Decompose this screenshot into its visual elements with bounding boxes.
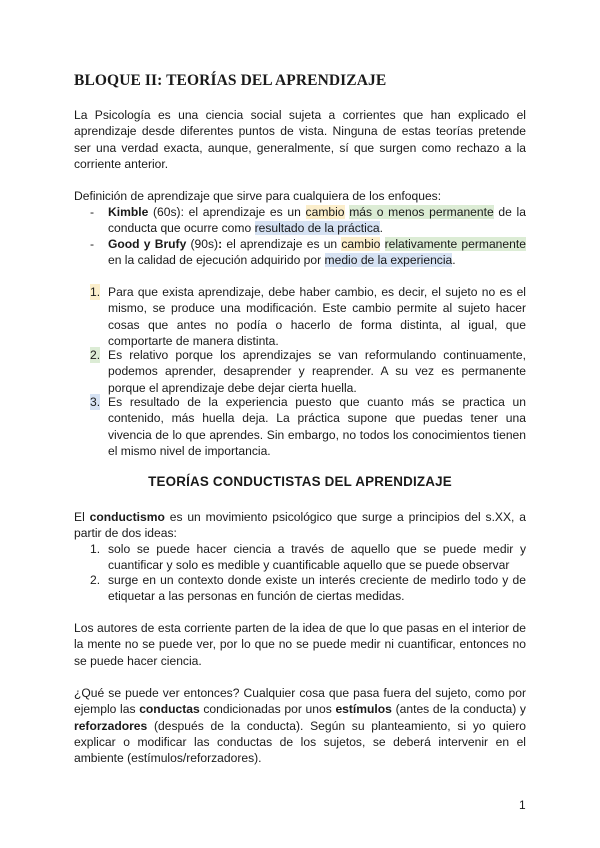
- point-text: Es relativo porque los aprendizajes se van reformulando continuamente, podemos aprender, desaprender y reaprender. A su vez es permanente porque el aprendizaje debe dejar cierta huella.: [108, 348, 526, 395]
- good-brufy-year: (90s): [190, 237, 219, 251]
- idea-text: solo se puede hacer ciencia a través de aquello que se puede medir y cuantificar y solo es medible y cuantificable aquello que se puede observar: [108, 542, 526, 573]
- question-part-3: (antes de la conducta) y: [395, 702, 526, 717]
- idea-number: 1.: [90, 542, 101, 556]
- section-title: TEORÍAS CONDUCTISTAS DEL APRENDIZAJE: [148, 474, 452, 489]
- conductismo-post: es un movimiento psicológico que surge a principios del s.XX, a partir de dos ideas:: [74, 510, 526, 541]
- question-paragraph: [74, 685, 526, 766]
- idea-text: surge en un contexto donde existe un interés creciente de medirlo todo y de etiquetar a las personas en función de ciertas medidas.: [108, 573, 526, 604]
- good-brufy-pre: el aprendizaje es un: [226, 237, 338, 251]
- highlight-permanent: más o menos permanente: [349, 205, 494, 219]
- conductismo-pre: El: [74, 510, 85, 524]
- good-brufy-colon: :: [218, 237, 223, 251]
- kimble-year: (60s): [153, 205, 181, 219]
- question-part-4: (después de la conducta). Según su planteamiento, si yo quiero explicar o modificar las conductas de los sujetos, se deberá intervenir en el ambiente (estímulos/reforzadores).: [74, 718, 526, 766]
- author-kimble: Kimble: [108, 205, 149, 219]
- point-number: 1.: [90, 285, 101, 299]
- page-number: 1: [519, 798, 526, 812]
- term-reforzadores: reforzadores: [74, 718, 148, 733]
- definition-good-brufy-text: [108, 236, 526, 269]
- point-item-1: [90, 284, 526, 349]
- term-conductas: conductas: [139, 702, 200, 717]
- kimble-mid: de la conducta que ocurre como: [108, 205, 526, 236]
- point-number: 3.: [90, 395, 101, 409]
- conductismo-paragraph: [74, 509, 526, 542]
- bullet-dash: -: [90, 237, 95, 251]
- idea-item-1: [90, 541, 526, 574]
- highlight-cambio: cambio: [305, 205, 345, 219]
- highlight-result: resultado de la práctica: [254, 221, 380, 236]
- point-item-3: [90, 394, 526, 459]
- bullet-dash: -: [90, 205, 95, 219]
- page-title: BLOQUE II: TEORÍAS DEL APRENDIZAJE: [74, 72, 387, 89]
- definition-lead: Definición de aprendizaje que sirve para cualquiera de los enfoques:: [74, 189, 442, 203]
- idea-number: 2.: [90, 573, 101, 587]
- term-estimulos: estímulos: [335, 702, 392, 717]
- point-number: 2.: [90, 348, 101, 362]
- point-item-2: [90, 347, 526, 396]
- definition-kimble: [90, 204, 526, 237]
- definition-good-brufy: [90, 236, 526, 269]
- authors-paragraph: Los autores de esta corriente parten de la idea de que lo que pasas en el interior de la mente no se puede ver, por lo que no se puede medir ni cuantificar, entonces no se puede hacer ciencia.: [74, 621, 526, 668]
- point-text: Es resultado de la experiencia puesto que cuanto más se practica un contenido, más huella deja. La práctica supone que puedas tener una vivencia de lo que aprendes. Sin embargo, no todos los conocimientos tienen el mismo nivel de importancia.: [108, 395, 526, 458]
- highlight-experience: medio de la experiencia: [324, 253, 453, 268]
- question-part-2: condicionadas por unos: [203, 702, 332, 717]
- conductismo-term: conductismo: [89, 510, 165, 524]
- good-brufy-mid: en la calidad de ejecución adquirido por: [108, 253, 322, 268]
- point-text: Para que exista aprendizaje, debe haber cambio, es decir, el sujeto no es el mismo, se produce una modificación. Este cambio permite al sujeto hacer cosas que antes no podía o hacerlo de forma distinta, al igual, que comportarte de manera distinta.: [108, 285, 526, 348]
- kimble-pre: : el aprendizaje es un: [180, 205, 301, 219]
- highlight-cambio: cambio: [341, 237, 381, 251]
- good-brufy-end: .: [452, 253, 456, 268]
- question-part-1: ¿Qué se puede ver entonces? Cualquier cosa que pasa fuera del sujeto, como por ejemplo las: [74, 686, 526, 717]
- intro-paragraph: La Psicología es una ciencia social sujeta a corrientes que han explicado el aprendizaje desde diferentes puntos de vista. Ninguna de estas teorías pretende ser una verdad exacta, aunque, generalmente, sí que surgen como rechazo a la corriente anterior.: [74, 108, 526, 171]
- highlight-permanent: relativamente permanente: [384, 237, 526, 251]
- idea-item-2: [90, 572, 526, 605]
- author-good-brufy: Good y Brufy: [108, 237, 187, 251]
- definition-kimble-text: [108, 204, 526, 237]
- kimble-end: .: [379, 221, 383, 236]
